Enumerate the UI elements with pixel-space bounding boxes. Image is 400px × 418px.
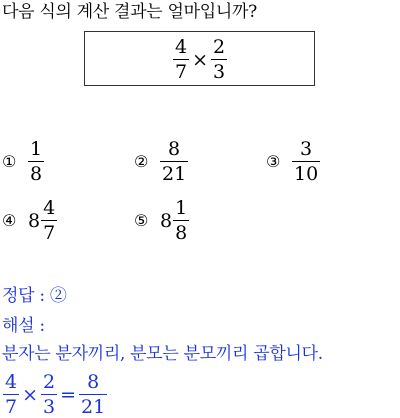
solution-result-numerator: 8: [87, 371, 100, 393]
explanation-label: 해설 :: [2, 316, 45, 336]
choice-5-fraction: [173, 198, 189, 243]
solution-fraction-b: [41, 372, 57, 417]
question-text: 다음 식의 계산 결과는 얼마입니까?: [2, 2, 257, 22]
expression: [173, 37, 227, 82]
multiply-sign: ×: [192, 48, 209, 71]
solution-multiply-sign: ×: [22, 383, 39, 406]
choice-3-numerator: 3: [300, 138, 313, 160]
choice-3[interactable]: [266, 139, 320, 184]
solution-result-denominator: 21: [81, 396, 106, 418]
fraction-b-numerator: 2: [213, 36, 226, 58]
choice-2-fraction: [160, 139, 188, 184]
choice-5-denominator: 8: [175, 222, 188, 244]
choice-1-denominator: 8: [30, 163, 43, 185]
choice-2-denominator: 21: [162, 163, 187, 185]
answer-label: 정답 : ②: [2, 286, 67, 306]
choice-5-numerator: 1: [175, 197, 188, 219]
choice-3-mark: ③: [266, 152, 281, 171]
solution-expression: [3, 372, 107, 417]
fraction-b-denominator: 3: [213, 61, 226, 83]
choice-4[interactable]: [2, 198, 57, 243]
fraction-a: [173, 37, 189, 82]
choice-4-denominator: 7: [43, 222, 56, 244]
solution-fraction-a: [3, 372, 19, 417]
choice-1-fraction: [28, 139, 44, 184]
choice-1-mark: ①: [2, 152, 17, 171]
solution-a-numerator: 4: [5, 371, 18, 393]
choice-1[interactable]: [2, 139, 44, 184]
solution-b-denominator: 3: [43, 396, 56, 418]
expression-box: [84, 31, 315, 86]
fraction-a-denominator: 7: [175, 61, 188, 83]
choice-4-numerator: 4: [43, 197, 56, 219]
solution-a-denominator: 7: [5, 396, 18, 418]
fraction-a-numerator: 4: [175, 36, 188, 58]
choice-4-whole: 8: [28, 209, 41, 232]
explanation-text: 분자는 분자끼리, 분모는 분모끼리 곱합니다.: [2, 344, 323, 364]
choice-3-denominator: 10: [294, 163, 319, 185]
choice-4-fraction: [41, 198, 57, 243]
choice-5-mark: ⑤: [134, 211, 149, 230]
choice-1-numerator: 1: [30, 138, 43, 160]
choice-4-mark: ④: [2, 211, 17, 230]
solution-result: [79, 372, 107, 417]
choice-5[interactable]: [134, 198, 189, 243]
choice-5-whole: 8: [160, 209, 173, 232]
choice-2-numerator: 8: [168, 138, 181, 160]
equals-sign: =: [60, 383, 77, 406]
choice-2[interactable]: [134, 139, 188, 184]
choice-2-mark: ②: [134, 152, 149, 171]
solution-b-numerator: 2: [43, 371, 56, 393]
choice-3-fraction: [292, 139, 320, 184]
fraction-b: [211, 37, 227, 82]
